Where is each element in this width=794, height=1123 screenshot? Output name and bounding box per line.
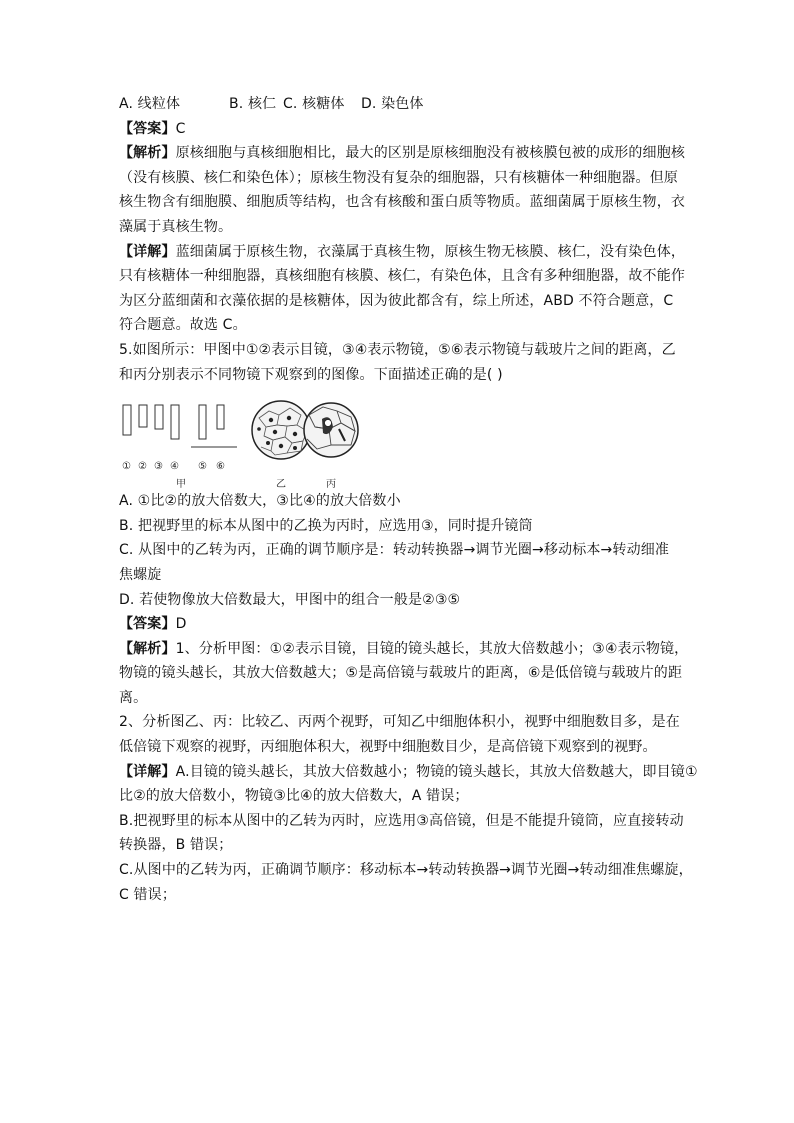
q4-analysis-line-1 [119, 141, 686, 166]
lens-tubes [123, 405, 237, 447]
fig-label-yi: 乙 [276, 479, 286, 491]
q4-option-d: D. 染色体 [361, 96, 424, 112]
fig-label-bing: 丙 [326, 479, 336, 491]
q4-detail-text: 蓝细菌属于原核生物，衣藻属于真核生物，原核生物无核膜、核仁，没有染色体， [175, 243, 686, 260]
q4-detail-line-2: 只有核糖体一种细胞器，真核细胞有核膜、核仁，有染色体，且含有多种细胞器，故不能作 [119, 268, 685, 285]
q5-detail-line-2: 比②的放大倍数小，物镜③比④的放大倍数大，A 错误； [119, 788, 469, 805]
q4-option-c: C. 核糖体 [283, 96, 345, 112]
q5-stem-line-1: 5.如图所示：甲图中①②表示目镜，③④表示物镜，⑤⑥表示物镜与载玻片之间的距离，乙 [119, 341, 676, 358]
q5-answer-value: D [175, 616, 187, 633]
q5-analysis-line-5: 低倍镜下观察的视野，丙细胞体积大，视野中细胞数目少，是高倍镜下观察到的视野。 [119, 739, 657, 756]
q4-detail-tag: 【详解】 [119, 243, 176, 260]
objective-5-tube [199, 405, 206, 439]
q5-analysis-line-2: 物镜的镜头越长，其放大倍数越大；⑤是高倍镜与载玻片的距离，⑥是低倍镜与载玻片的距 [119, 665, 683, 682]
fig-number-2: ② [138, 461, 147, 473]
q5-detail-line-3: B.把视野里的标本从图中的乙转为丙时，应选用③高倍镜，但是不能提升镜筒，应直接转动 [119, 812, 684, 829]
document-page [119, 92, 698, 907]
fig-number-6: ⑥ [216, 461, 225, 473]
q5-option-a: A. ①比②的放大倍数大，③比④的放大倍数小 [119, 493, 401, 510]
q5-option-c: C. 从图中的乙转为丙，正确的调节顺序是：转动转换器→调节光圈→移动标本→转动细准 [119, 542, 670, 559]
fig-number-5: ⑤ [198, 461, 207, 473]
q5-figure [119, 393, 679, 491]
objective-4-tube [171, 405, 179, 439]
objective-6-tube [217, 405, 224, 429]
q5-option-d: D. 若使物像放大倍数最大，甲图中的组合一般是②③⑤ [119, 591, 461, 608]
q4-analysis-line-2: （没有核膜、核仁和染色体）；原核生物没有复杂的细胞器，只有核糖体一种细胞器。但原 [119, 169, 678, 186]
q4-option-a: A. 线粒体 [119, 96, 181, 112]
q5-analysis-tag: 【解析】 [119, 640, 176, 657]
q4-analysis-text: 原核细胞与真核细胞相比，最大的区别是原核细胞没有被核膜包被的成形的细胞核 [175, 145, 686, 162]
q5-analysis-text: 1、分析甲图：①②表示目镜，目镜的镜头越长，其放大倍数越小；③④表示物镜， [175, 640, 689, 657]
q5-analysis-line-4: 2、分析图乙、丙：比较乙、丙两个视野，可知乙中细胞体积小，视野中细胞数目多，是在 [119, 714, 680, 731]
microscope-figure [119, 393, 359, 487]
eyepiece-2-tube [139, 405, 147, 427]
eyepiece-1-tube [123, 405, 131, 435]
fig-label-jia: 甲 [176, 479, 186, 491]
objective-3-tube [155, 405, 163, 429]
fig-number-3: ③ [154, 461, 163, 473]
q5-analysis-line-3: 离。 [119, 689, 148, 706]
q4-detail-line-3: 为区分蓝细菌和衣藻依据的是核糖体，因为彼此都含有，综上所述，ABD 不符合题意，C [119, 292, 674, 309]
fig-number-4: ④ [170, 461, 179, 473]
q5-answer [119, 612, 679, 637]
q4-detail-line-1 [119, 240, 686, 265]
q5-detail-tag: 【详解】 [119, 763, 176, 780]
field-bing [304, 403, 358, 457]
q5-detail-text: A.目镜的镜头越长，其放大倍数越小；物镜的镜头越长，其放大倍数越大，即目镜① [175, 763, 698, 780]
q5-detail-line-4: 转换器，B 错误； [119, 837, 233, 854]
q4-answer-tag: 【答案】 [119, 120, 176, 137]
q5-analysis-line-1 [119, 637, 689, 662]
q5-answer-tag: 【答案】 [119, 616, 176, 633]
q4-analysis-line-4: 藻属于真核生物。 [119, 218, 233, 235]
q4-answer-value: C [175, 120, 186, 137]
q4-analysis-line-3: 核生物含有细胞膜、细胞质等结构，也含有核酸和蛋白质等物质。蓝细菌属于原核生物，衣 [119, 194, 685, 211]
q4-analysis-tag: 【解析】 [119, 145, 176, 162]
q5-detail-line-5: C.从图中的乙转为丙，正确调节顺序：移动标本→转动转换器→调节光圈→转动细准焦螺旋， [119, 862, 693, 879]
q5-stem-line-2: 和丙分别表示不同物镜下观察到的图像。下面描述正确的是( ) [119, 366, 503, 383]
q5-option-b: B. 把视野里的标本从图中的乙换为丙时，应选用③，同时提升镜筒 [119, 517, 533, 534]
q5-detail-line-6: C 错误； [119, 886, 176, 903]
q4-option-b: B. 核仁 [229, 96, 277, 112]
field-yi [252, 401, 310, 459]
fig-number-1: ① [122, 461, 131, 473]
q4-options [119, 92, 679, 117]
q4-answer [119, 117, 679, 142]
q4-detail-line-4: 符合题意。故选 C。 [119, 317, 247, 334]
q5-option-c-continued: 焦螺旋 [119, 566, 162, 583]
q5-detail-line-1 [119, 760, 698, 785]
